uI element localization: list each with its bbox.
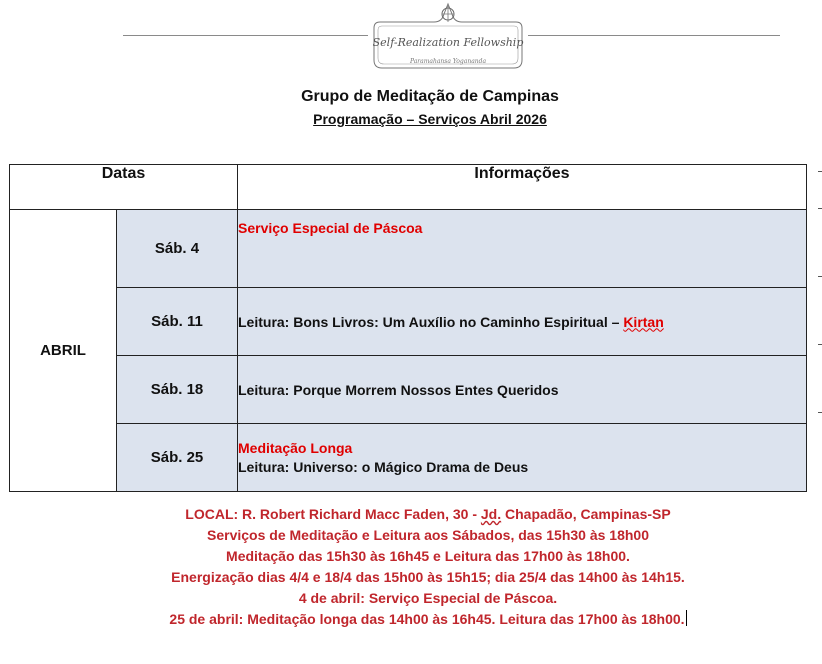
page-subtitle: Programação – Serviços Abril 2026: [313, 111, 547, 127]
info-line: Leitura: Porque Morrem Nossos Entes Queridos: [238, 381, 559, 398]
header-rule-left: [123, 35, 368, 36]
note-schedule: Meditação das 15h30 às 16h45 e Leitura das 17h00 às 18h00.: [226, 548, 630, 564]
logo-signature: Paramahansa Yogananda: [409, 58, 487, 65]
table-row: [10, 356, 807, 424]
info-cell: [238, 356, 807, 424]
header-rule-right: [528, 35, 780, 36]
page-title: Grupo de Meditação de Campinas: [301, 88, 559, 105]
table-row: [10, 288, 807, 356]
note-text: Chapadão, Campinas-SP: [501, 506, 671, 522]
col-header-datas: Datas: [10, 165, 238, 210]
note-text: Jd.: [480, 506, 502, 522]
margin-mark: [818, 344, 822, 345]
kirtan-label: Kirtan: [623, 313, 664, 330]
day-cell: Sáb. 25: [117, 424, 238, 492]
text-cursor: [686, 610, 687, 626]
day-cell: Sáb. 18: [117, 356, 238, 424]
info-cell: [238, 210, 807, 288]
day-cell: Sáb. 11: [117, 288, 238, 356]
info-line: Leitura: Bons Livros: Um Auxílio no Caminho Espiritual –: [238, 313, 624, 330]
note-energizacao: Energização dias 4/4 e 18/4 das 15h00 às 15h15; dia 25/4 das 14h00 às 14h15.: [171, 569, 685, 585]
margin-mark: [818, 412, 822, 413]
margin-mark: [818, 276, 822, 277]
info-line: Leitura: Universo: o Mágico Drama de Deus: [238, 459, 529, 475]
table-row: [10, 210, 807, 288]
info-line: Meditação Longa: [238, 440, 353, 456]
info-cell: [238, 288, 807, 356]
note-meditacao-longa[interactable]: [0, 609, 822, 630]
srf-logo: [364, 2, 532, 74]
day-cell: Sáb. 4: [117, 210, 238, 288]
logo-text: Self-Realization Fellowship: [372, 36, 524, 49]
note-location: [0, 504, 822, 525]
info-line: Serviço Especial de Páscoa: [238, 220, 423, 236]
margin-mark: [818, 208, 822, 209]
month-cell: ABRIL: [10, 210, 117, 492]
table-header-row: [10, 165, 807, 210]
note-text: LOCAL: R. Robert Richard Macc Faden, 30 -: [185, 506, 481, 522]
notes-block: [0, 504, 822, 630]
table-row: [10, 424, 807, 492]
note-services: Serviços de Meditação e Leitura aos Sábados, das 15h30 às 18h00: [207, 527, 649, 543]
info-cell: [238, 424, 807, 492]
margin-mark: [818, 171, 822, 172]
note-text: 25 de abril: Meditação longa das 14h00 às 16h45. Leitura das 17h00 às 18h00.: [169, 611, 685, 627]
col-header-info: Informações: [238, 165, 807, 210]
note-pascoa: 4 de abril: Serviço Especial de Páscoa.: [298, 590, 558, 606]
schedule-table: [9, 164, 807, 492]
